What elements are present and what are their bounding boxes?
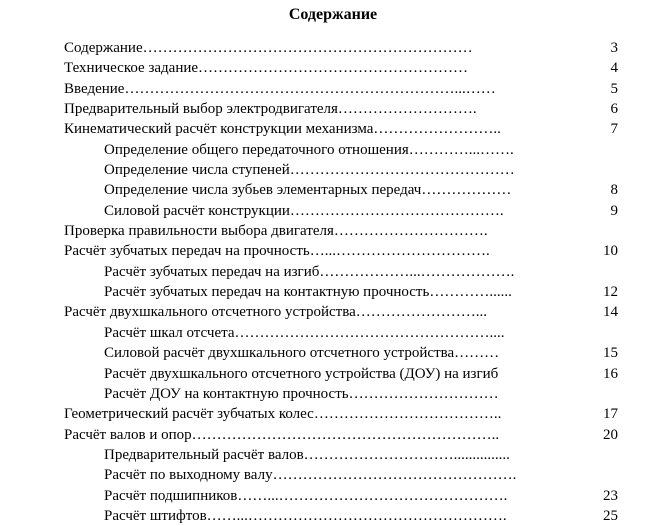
toc-subentry bbox=[0, 201, 666, 221]
toc-entry bbox=[0, 302, 666, 322]
toc-subentry bbox=[0, 364, 666, 384]
toc-subentry bbox=[0, 384, 666, 404]
toc-entry-text: Геометрический расчёт зубчатых колес……………………………….. bbox=[64, 406, 502, 423]
toc-entry bbox=[0, 404, 666, 424]
toc-entry bbox=[0, 79, 666, 99]
toc-entry-text: Расчёт двухшкального отсчетного устройства (ДОУ) на изгиб bbox=[104, 365, 499, 382]
toc-subentry bbox=[0, 323, 666, 343]
toc-page-number: 4 bbox=[610, 60, 618, 77]
toc-entry-text: Кинематический расчёт конструкции механизма…………………….. bbox=[64, 121, 501, 138]
toc-entry-text: Определение числа зубьев элементарных передач……………… bbox=[104, 182, 512, 199]
toc-subentry bbox=[0, 465, 666, 485]
toc-page-number: 15 bbox=[603, 345, 618, 362]
toc-entry-text: Расчёт двухшкального отсчетного устройства……………………... bbox=[64, 304, 487, 321]
toc-entry bbox=[0, 241, 666, 261]
toc-entry-text: Введение…………………………………………………………...…… bbox=[64, 80, 496, 97]
toc-entry-text: Предварительный выбор электродвигателя………………………. bbox=[64, 101, 477, 118]
toc-entry-text: Силовой расчёт конструкции……………………………………. bbox=[104, 202, 504, 219]
toc-entry-text: Расчёт штифтов……...……………………………………………. bbox=[104, 507, 507, 524]
toc-title: Содержание bbox=[288, 6, 378, 23]
toc-entry-text: Определение общего передаточного отношения…………...……. bbox=[104, 141, 514, 158]
toc-page-number: 20 bbox=[603, 426, 618, 443]
toc-entry-text: Расчёт зубчатых передач на прочность…...…………………………. bbox=[64, 243, 490, 260]
toc-subentry bbox=[0, 160, 666, 180]
toc-subentry bbox=[0, 282, 666, 302]
toc-page-number: 10 bbox=[603, 243, 618, 260]
toc-entry-text: Расчёт ДОУ на контактную прочность………………………… bbox=[104, 385, 499, 402]
toc-entry-text: Расчёт зубчатых передач на изгиб………………...………………. bbox=[104, 263, 515, 280]
toc-page-number: 23 bbox=[603, 487, 618, 504]
toc-entry-text: Техническое задание……………………………………………… bbox=[64, 60, 469, 77]
toc-subentry bbox=[0, 486, 666, 506]
toc-entry bbox=[0, 119, 666, 139]
toc-entry-text: Силовой расчёт двухшкального отсчетного устройства……… bbox=[104, 345, 500, 362]
toc-entry-text: Расчёт валов и опор…………………………………………………….. bbox=[64, 426, 500, 443]
toc-page-number: 6 bbox=[610, 101, 618, 118]
toc-subentry bbox=[0, 343, 666, 363]
toc-page-number: 9 bbox=[610, 202, 618, 219]
toc-entry bbox=[0, 99, 666, 119]
toc-subentry bbox=[0, 445, 666, 465]
toc-entry bbox=[0, 38, 666, 58]
toc-page-number: 8 bbox=[610, 182, 618, 199]
toc-page-number: 17 bbox=[603, 406, 618, 423]
toc-entry-text: Определение числа ступеней……………………………………… bbox=[104, 162, 515, 179]
toc-subentry bbox=[0, 506, 666, 526]
toc-entry-text: Расчёт по выходному валу…………………………………………. bbox=[104, 467, 517, 484]
toc-entry-text: Расчёт шкал отсчета…………………………………………….... bbox=[104, 324, 505, 341]
toc-entry bbox=[0, 425, 666, 445]
toc-subentry bbox=[0, 140, 666, 160]
toc-list bbox=[0, 38, 666, 526]
toc-page-number: 7 bbox=[610, 121, 618, 138]
toc-subentry bbox=[0, 180, 666, 200]
toc-page-number: 3 bbox=[610, 40, 618, 56]
toc-entry-text: Расчёт зубчатых передач на контактную прочность…………...... bbox=[104, 284, 512, 301]
toc-entry bbox=[0, 221, 666, 241]
toc-page-number: 16 bbox=[603, 365, 618, 382]
toc-entry-text: Проверка правильности выбора двигателя…………………………. bbox=[64, 223, 488, 240]
toc-entry-text: Содержание………………………………………………………… bbox=[64, 40, 473, 56]
toc-entry-text: Расчёт подшипников……...………………………………………. bbox=[104, 487, 508, 504]
toc-subentry bbox=[0, 262, 666, 282]
toc-page-number: 5 bbox=[610, 80, 618, 97]
toc-page-number: 14 bbox=[603, 304, 618, 321]
toc-page-number: 12 bbox=[603, 284, 618, 301]
toc-page-number: 25 bbox=[603, 507, 618, 524]
toc-entry-text: Предварительный расчёт валов…………………………............... bbox=[104, 446, 510, 463]
toc-entry bbox=[0, 58, 666, 78]
